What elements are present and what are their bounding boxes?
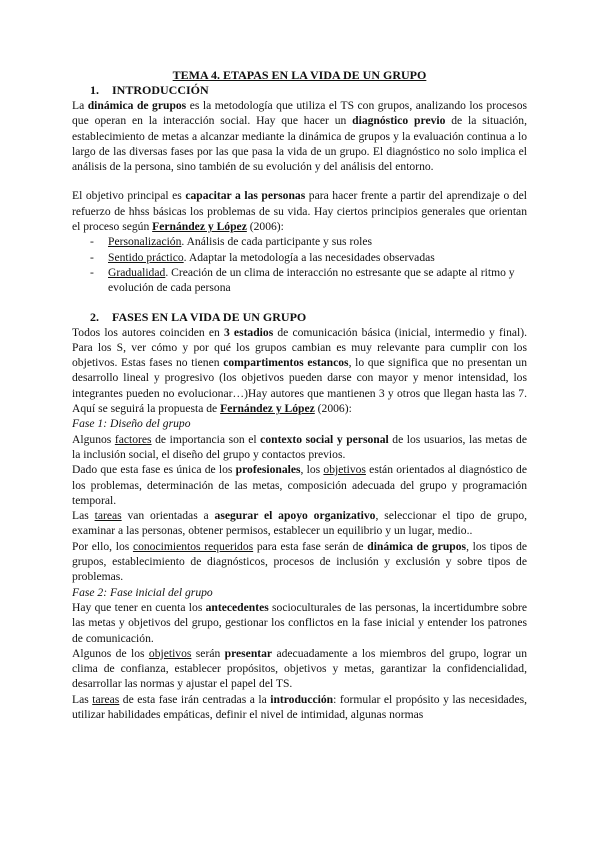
bold-term: capacitar a las personas: [185, 189, 306, 203]
underlined-term: conocimientos requeridos: [132, 539, 254, 553]
bold-term: contexto social y personal: [260, 432, 389, 446]
text-run: (2006):: [246, 220, 284, 234]
list-term: Gradualidad: [108, 265, 166, 279]
bold-term: profesionales: [235, 463, 301, 477]
list-dash: -: [90, 235, 94, 249]
text-run: para esta fase serán de: [253, 539, 368, 553]
document-title: TEMA 4. ETAPAS EN LA VIDA DE UN GRUPO: [172, 68, 427, 82]
list-text: . Adaptar la metodología a las necesidades observadas: [183, 250, 435, 264]
bold-term: dinámica de grupos: [367, 539, 467, 553]
text-run: (2006):: [314, 402, 352, 416]
list-term: Sentido práctico: [108, 250, 184, 264]
underlined-term: factores: [114, 432, 152, 446]
text-run: de importancia son el: [151, 432, 261, 446]
underlined-term: objetivos: [323, 463, 366, 477]
section-number: 1.: [90, 83, 99, 97]
list-item: [72, 234, 527, 249]
text-run: de la situación, establecimiento de metas a alcanzar mediante la dinámica de grupos y la evaluación continua a lo largo de las diversas fases por las que pasa la vida de un grupo. El diagnóstico no solo implica el análisis de la persona, sino también de su evolución y del análisis del entorno.: [72, 114, 527, 174]
text-run: de comunicación básica (inicial, intermedio y final). Para los S, ver cómo y por qué los grupos cambian es muy relevante para cumplir con los objetivos. Estas fases no tienen: [72, 325, 527, 370]
text-run: de esta fase irán centradas a la: [119, 692, 271, 706]
text-run: Hay que tener en cuenta los: [72, 600, 206, 614]
underlined-term: objetivos: [148, 646, 192, 660]
section-heading-introduccion: [72, 83, 527, 98]
principles-list: [72, 234, 527, 295]
list-dash: -: [90, 250, 94, 264]
text-run: socioculturales de las personas, la incertidumbre sobre las metas y objetivos del grupo, gestionar los conflictos en la fase inicial y entender los patrones de comunicación.: [72, 600, 528, 645]
section-number: 2.: [90, 309, 99, 324]
bold-term: dinámica de grupos: [87, 99, 187, 112]
text-run: La: [72, 99, 88, 112]
paragraph-objetivo-principal: [72, 188, 527, 234]
text-run: Dado que esta fase es única de los: [72, 463, 236, 477]
underlined-term: tareas: [92, 692, 120, 706]
text-run: Algunos de los: [72, 646, 149, 660]
text-run: , los: [300, 463, 324, 477]
list-text: . Creación de un clima de interacción no estresante que se adapte al ritmo y evolución de cada persona: [108, 265, 515, 295]
bold-term: presentar: [224, 646, 273, 660]
author-citation: Fernández y López: [152, 220, 247, 234]
text-run: están orientados al diagnóstico de los problemas, determinación de las metas, composición adecuada del grupo y programación temporal.: [72, 463, 527, 507]
text-run: Algunos: [72, 432, 115, 446]
section-title: FASES EN LA VIDA DE UN GRUPO: [112, 309, 307, 324]
paragraph-estadios: [72, 325, 527, 417]
text-run: Por ello, los: [72, 539, 133, 553]
list-item: [72, 250, 527, 265]
text-run: Las: [72, 509, 95, 523]
paragraph-tareas-fase-2: [72, 692, 527, 723]
text-run: , seleccionar el tipo de grupo, examinar a las personas, obtener permisos, establecer un equilibrio y un lugar, medio..: [72, 509, 528, 538]
paragraph-dinamica-grupos: [72, 98, 527, 174]
underlined-term: tareas: [94, 509, 122, 523]
text-run: , lo que significa que no presentan un desarrollo lineal y progresivo (los objetivos pueden darse con mayor y menor intensidad, los integrantes pueden no evolucionar…)Hay autores que mantienen 3 y otros que llegan hasta las 7. Aquí se seguirá la propuesta de: [72, 356, 527, 416]
list-term: Personalización: [108, 235, 182, 249]
text-run: van orientadas a: [121, 509, 215, 523]
paragraph-antecedentes: [72, 600, 527, 646]
bold-term: compartimentos estancos: [223, 356, 349, 370]
text-run: Todos los autores coinciden en: [72, 325, 224, 339]
paragraph-conocimientos: [72, 539, 527, 585]
paragraph-tareas-fase-1: [72, 508, 527, 539]
bold-term: antecedentes: [205, 600, 269, 614]
author-citation: Fernández y López: [220, 402, 315, 416]
text-run: : formular el propósito y las necesidades, utilizar habilidades empáticas, definir el nivel de intimidad, algunas normas: [72, 692, 528, 721]
subheading-fase-2: Fase 2: Fase inicial del grupo: [72, 585, 213, 599]
paragraph-objetivos-fase-2: [72, 646, 527, 692]
text-run: El objetivo principal es: [72, 189, 186, 203]
text-run: Las: [72, 692, 93, 706]
paragraph-profesionales: [72, 462, 527, 508]
text-run: para hacer frente a partir del aprendizaje o del refuerzo de hhss básicas los problemas de su vida. Hay ciertos principios generales que orientan el proceso según: [72, 189, 527, 234]
text-run: es la metodología que utiliza el TS con grupos, analizando los procesos que operan en la interacción social. Hay que hacer un: [72, 99, 527, 128]
text-run: adecuadamente a los miembros del grupo, lograr un clima de confianza, establecer propósitos, objetivos y metas, garantizar la confidencialidad, desarrollar las normas y ajustar el papel del TS.: [72, 646, 527, 691]
paragraph-factores: [72, 432, 527, 463]
bold-term: introducción: [270, 692, 334, 706]
list-text: . Análisis de cada participante y sus roles: [181, 235, 373, 249]
bold-term: diagnóstico previo: [352, 114, 446, 128]
section-heading-fases: [72, 310, 527, 325]
text-run: serán: [191, 646, 225, 660]
list-dash: -: [90, 265, 94, 279]
section-title: INTRODUCCIÓN: [112, 83, 209, 97]
bold-term: asegurar el apoyo organizativo: [214, 509, 376, 523]
bold-term: 3 estadios: [223, 325, 274, 339]
subheading-fase-1: Fase 1: Diseño del grupo: [72, 417, 191, 431]
text-run: de los usuarios, las metas de la inclusión social, el diseño del grupo y contactos previos.: [72, 432, 527, 461]
list-item: [72, 265, 527, 296]
document-page: [72, 68, 527, 722]
text-run: , los tipos de grupos, establecimiento de diagnósticos, procesos de inclusión y exclusión y sobre tipos de problemas.: [72, 539, 528, 584]
